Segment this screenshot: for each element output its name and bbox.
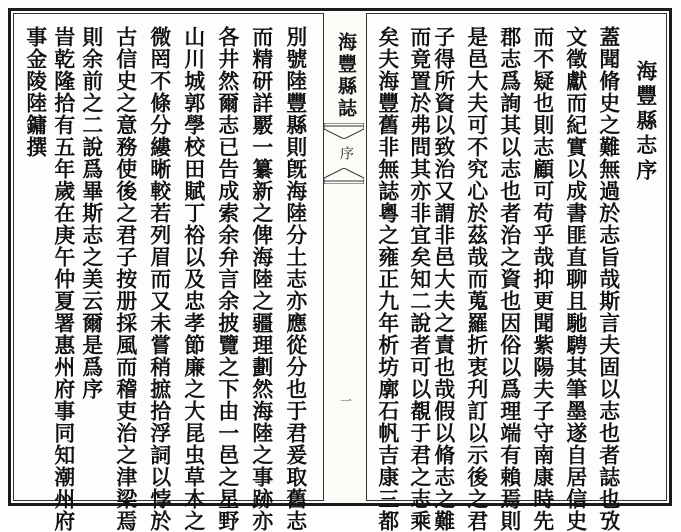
text-column: 而竟置於弗問其亦非宜矣知二說者可以覩于君之志乘 bbox=[406, 26, 432, 532]
text-column: 文徵獻而紀實以成書匪直聊且馳騁其筆墨遂自居信史 bbox=[562, 26, 588, 532]
text-column: 蓋聞脩史之難無過於志旨哉斯言夫固以志也者誌也攷 bbox=[595, 26, 621, 532]
text-column: 而不疑也則志顧可苟乎哉抑更聞紫陽夫子守南康時先 bbox=[529, 26, 555, 532]
fishtail-top-icon bbox=[324, 123, 364, 139]
text-column: 各井然爾志已告成索余弁言余披覽之下由一邑之星野 bbox=[214, 26, 240, 532]
preface-title: 海豐縣志序 bbox=[632, 60, 658, 184]
section-label: 序 bbox=[338, 146, 354, 160]
text-column: 則余前之二說爲畢斯志之美云爾是爲序 bbox=[78, 26, 104, 400]
signature-line: 事金陵陸鏞撰 bbox=[22, 26, 48, 158]
text-column: 而精研詳覈一纂新之俾海陸之疆理劃然海陸之事跡亦 bbox=[248, 26, 274, 532]
text-column: 是邑大夫可不究心於茲哉而蒐羅折衷刋訂以示後之君 bbox=[463, 26, 489, 532]
fishtail-bottom-icon bbox=[324, 168, 364, 184]
text-column: 郡志爲詢其以志也者治之資也因俗以爲理端有賴焉則 bbox=[496, 26, 522, 532]
text-column: 微罔不條分縷晰較若列眉而又未嘗稍摭拾浮詞以悖於 bbox=[146, 26, 172, 532]
text-column: 矣夫海豐舊非無誌粵之雍正九年析坊廓石帆吉康三都 bbox=[374, 26, 400, 532]
text-column: 古信史之意務使後之君子按册採風而稽吏治之津梁焉 bbox=[112, 26, 138, 532]
signature-line: 旹乾隆拾有五年歲在庚午仲夏署惠州府事同知潮州府 bbox=[50, 26, 76, 532]
text-column: 子得所資以致治又謂非邑大夫之責也哉假以脩志之難 bbox=[430, 26, 456, 532]
text-column: 別號陸豐縣則旣海陸分土志亦應從分也于君爰取舊志 bbox=[282, 26, 308, 532]
page-number: 一 bbox=[340, 394, 353, 408]
book-title: 海豐縣誌 bbox=[335, 32, 357, 120]
text-column: 山川城郭學校田賦丁𥙿以及忠孝節廉之大昆虫草木之 bbox=[180, 26, 206, 532]
